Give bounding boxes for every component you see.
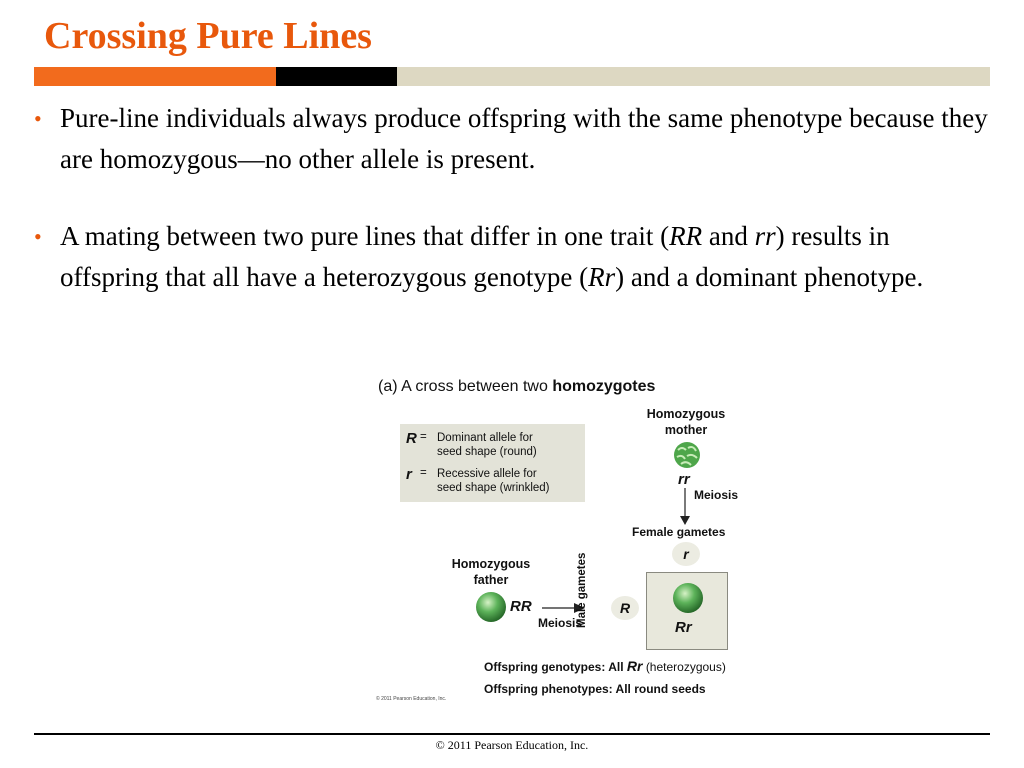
mother-label — [634, 406, 738, 438]
legend-symbol: R — [406, 430, 417, 447]
round-pea-icon — [671, 581, 705, 615]
bullet-dot: • — [34, 106, 42, 131]
legend-text — [437, 431, 537, 459]
father-label-line: Homozygous — [451, 557, 531, 571]
offspring-genotypes-suffix: (heterozygous) — [645, 660, 726, 674]
allele-legend — [400, 424, 585, 502]
arrow-down-icon — [678, 488, 692, 526]
wrinkled-pea-icon — [672, 440, 702, 470]
female-gamete: r — [672, 542, 700, 566]
bullet-dot: • — [34, 224, 42, 249]
legend-row-recessive — [406, 466, 550, 494]
round-pea-icon — [474, 590, 508, 624]
legend-symbol: r — [406, 466, 412, 483]
father-meiosis-label: Meiosis — [538, 616, 583, 630]
bullet-text-1: Pure-line individuals always produce offspring with the same phenotype because they are homozygous—no other allele is present. — [60, 103, 988, 174]
slide-title: Crossing Pure Lines — [44, 15, 372, 57]
legend-eq: = — [420, 431, 427, 443]
bullet-text-2: A mating between two pure lines that differ in one trait (RR and rr) results in offspring that all have a heterozygous genotype (Rr) and a dominant phenotype. — [60, 221, 924, 292]
figure-title — [378, 378, 655, 396]
footer-rule — [34, 733, 990, 735]
cross-diagram — [370, 372, 790, 712]
mother-label-line: mother — [664, 423, 708, 437]
genotype-symbol: RR — [669, 221, 703, 251]
offspring-genotypes-line — [484, 658, 726, 674]
title-bar-orange — [34, 67, 276, 86]
footer-copyright: © 2011 Pearson Education, Inc. — [435, 738, 589, 752]
bullet-list — [34, 98, 994, 298]
title-bar-beige — [397, 67, 990, 86]
female-gametes-label: Female gametes — [632, 525, 726, 539]
mother-meiosis-label: Meiosis — [694, 488, 739, 502]
father-label-line: father — [473, 573, 509, 587]
father-genotype: RR — [510, 598, 532, 615]
legend-eq: = — [420, 467, 427, 479]
bullet-item — [34, 216, 994, 298]
legend-line: Recessive allele for — [437, 468, 537, 480]
offspring-phenotypes-line: Offspring phenotypes: All round seeds — [484, 682, 706, 696]
legend-row-dominant — [406, 430, 537, 458]
genotype-symbol: rr — [754, 221, 776, 251]
legend-line: seed shape (round) — [437, 446, 537, 458]
legend-line: seed shape (wrinkled) — [437, 482, 550, 494]
male-gametes-label: Male gametes — [576, 552, 588, 628]
legend-text — [437, 467, 550, 495]
offspring-genotypes-emph: Rr — [626, 658, 643, 674]
legend-line: Dominant allele for — [437, 432, 533, 444]
genotype-symbol: Rr — [588, 262, 616, 292]
title-bar-black — [276, 67, 397, 86]
figure-title-prefix: (a) A cross between two — [378, 378, 553, 395]
figure-copyright: © 2011 Pearson Education, Inc. — [376, 696, 447, 702]
male-gamete: R — [611, 596, 639, 620]
offspring-genotypes-text: Offspring genotypes: All — [484, 660, 624, 674]
mother-label-line: Homozygous — [646, 407, 726, 421]
figure-title-emph: homozygotes — [552, 378, 656, 395]
bullet-item — [34, 98, 994, 180]
offspring-genotype: Rr — [675, 619, 692, 636]
father-label — [436, 556, 546, 588]
punnett-square — [646, 572, 728, 650]
mother-genotype: rr — [678, 471, 690, 488]
